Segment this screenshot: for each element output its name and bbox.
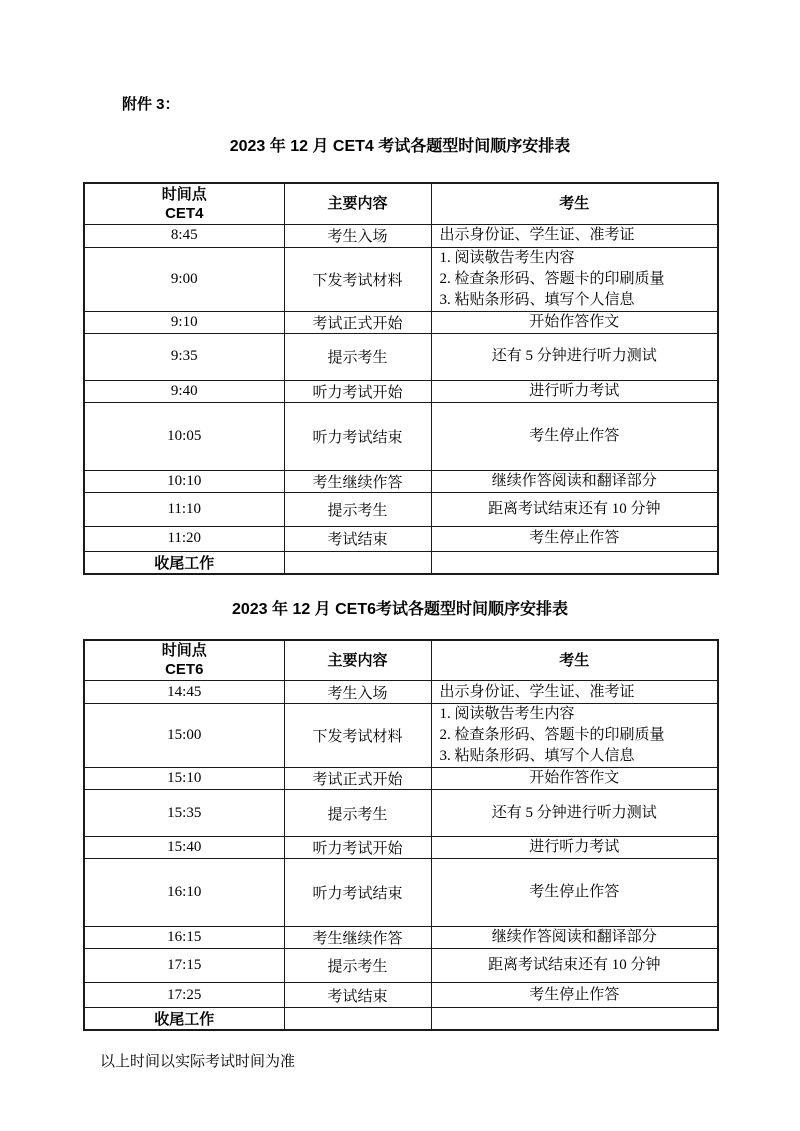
time-cell: 9:10 [84,311,284,333]
time-cell: 15:40 [84,837,284,859]
examinee-cell: 距离考试结束还有 10 分钟 [431,492,718,526]
column-header-content: 主要内容 [284,640,431,681]
examinee-cell [431,704,718,768]
examinee-line: 1. 阅读敬告考生内容 [439,249,575,266]
table-row [84,681,718,704]
column-header-time [84,640,284,681]
time-cell: 11:20 [84,526,284,551]
content-cell: 考试正式开始 [284,768,431,790]
examinee-cell: 还有 5 分钟进行听力测试 [431,333,718,380]
examinee-cell-empty [431,551,718,574]
examinee-cell-empty [431,1008,718,1031]
column-header-time-line2: CET6 [165,661,204,679]
content-cell-empty [284,1008,431,1031]
content-cell: 听力考试开始 [284,380,431,402]
table-row [84,311,718,333]
content-cell: 考生继续作答 [284,470,431,492]
table-row [84,526,718,551]
content-cell: 提示考生 [284,790,431,837]
examinee-line: 3. 粘贴条形码、填写个人信息 [439,291,635,308]
table-row [84,380,718,402]
examinee-line: 3. 粘贴条形码、填写个人信息 [439,748,635,764]
examinee-cell [431,247,718,311]
time-cell: 9:35 [84,333,284,380]
tail-work-cell: 收尾工作 [84,551,284,574]
examinee-line: 2. 检查条形码、答题卡的印刷质量 [439,270,665,287]
table-row [84,790,718,837]
table-row [84,768,718,790]
content-cell: 听力考试结束 [284,402,431,470]
table-row-tail-work [84,551,718,574]
examinee-cell: 进行听力考试 [431,380,718,402]
header-row [84,640,718,681]
content-cell: 考试结束 [284,983,431,1008]
column-header-time [84,183,284,224]
time-cell: 16:10 [84,859,284,927]
content-cell: 考生入场 [284,681,431,704]
examinee-cell: 开始作答作文 [431,768,718,790]
examinee-cell: 出示身份证、学生证、准考证 [431,224,718,247]
time-cell: 8:45 [84,224,284,247]
column-header-content: 主要内容 [284,183,431,224]
table-row [84,837,718,859]
time-cell: 14:45 [84,681,284,704]
examinee-cell: 考生停止作答 [431,402,718,470]
table-row [84,492,718,526]
examinee-line: 1. 阅读敬告考生内容 [439,706,575,722]
time-cell: 16:15 [84,927,284,949]
table-row [84,927,718,949]
table-row [84,247,718,311]
table-row [84,402,718,470]
content-cell: 提示考生 [284,333,431,380]
content-cell: 下发考试材料 [284,247,431,311]
cet6-table-title: 2023 年 12 月 CET6考试各题型时间顺序安排表 [231,600,569,618]
table-row-tail-work [84,1008,718,1031]
time-cell: 17:25 [84,983,284,1008]
time-cell: 9:40 [84,380,284,402]
time-cell: 15:35 [84,790,284,837]
table-row [84,470,718,492]
examinee-cell: 考生停止作答 [431,859,718,927]
column-header-time-line1: 时间点 [161,185,207,203]
content-cell: 提示考生 [284,949,431,983]
time-cell: 9:00 [84,247,284,311]
time-cell: 10:10 [84,470,284,492]
table-row [84,983,718,1008]
time-cell: 17:15 [84,949,284,983]
table-row [84,704,718,768]
content-cell: 考试结束 [284,526,431,551]
examinee-cell: 进行听力考试 [431,837,718,859]
content-cell: 下发考试材料 [284,704,431,768]
attachment-label: 附件 3： [122,96,180,113]
cet4-table-title: 2023 年 12 月 CET4 考试各题型时间顺序安排表 [229,138,571,155]
column-header-examinee: 考生 [431,640,718,681]
time-cell: 10:05 [84,402,284,470]
column-header-time-line2: CET4 [165,204,204,222]
time-cell: 11:10 [84,492,284,526]
column-header-time-line1: 时间点 [161,642,207,660]
content-cell: 听力考试开始 [284,837,431,859]
examinee-cell: 考生停止作答 [431,526,718,551]
column-header-examinee: 考生 [431,183,718,224]
time-cell: 15:00 [84,704,284,768]
examinee-cell: 开始作答作文 [431,311,718,333]
examinee-cell: 继续作答阅读和翻译部分 [431,470,718,492]
examinee-cell: 继续作答阅读和翻译部分 [431,927,718,949]
examinee-cell: 考生停止作答 [431,983,718,1008]
examinee-cell: 出示身份证、学生证、准考证 [431,681,718,704]
examinee-line: 2. 检查条形码、答题卡的印刷质量 [439,727,665,743]
cet6-schedule-table [83,639,719,1032]
table-row [84,949,718,983]
table-row [84,859,718,927]
content-cell: 提示考生 [284,492,431,526]
content-cell: 考试正式开始 [284,311,431,333]
content-cell-empty [284,551,431,574]
examinee-cell: 还有 5 分钟进行听力测试 [431,790,718,837]
examinee-cell: 距离考试结束还有 10 分钟 [431,949,718,983]
header-row [84,183,718,224]
tail-work-cell: 收尾工作 [84,1008,284,1031]
content-cell: 听力考试结束 [284,859,431,927]
table-row [84,224,718,247]
footer-note: 以上时间以实际考试时间为准 [100,1054,296,1070]
time-cell: 15:10 [84,768,284,790]
content-cell: 考生入场 [284,224,431,247]
table-row [84,333,718,380]
content-cell: 考生继续作答 [284,927,431,949]
cet4-schedule-table [83,182,719,575]
